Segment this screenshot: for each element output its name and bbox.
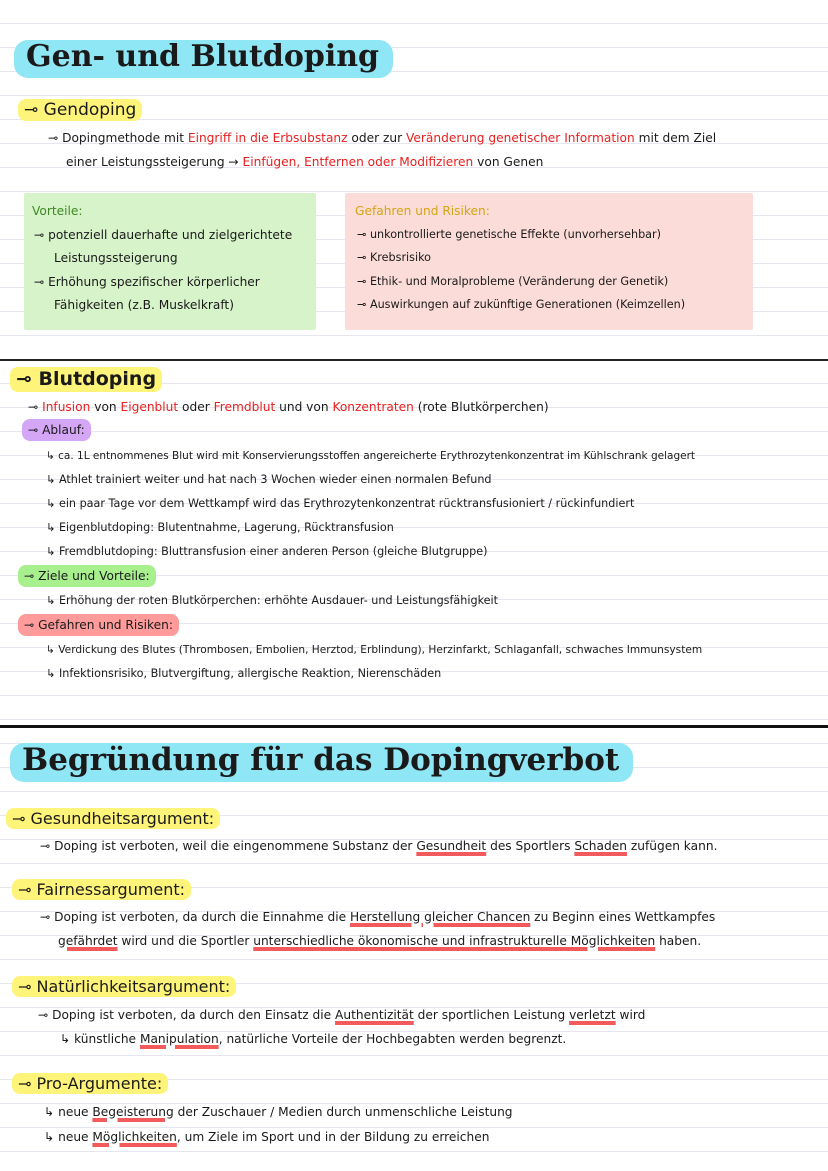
text: Dopingmethode mit: [62, 131, 188, 145]
heading-text: Ziele und Vorteile:: [38, 569, 150, 583]
text: der sportlichen Leistung: [413, 1008, 570, 1022]
arrow-icon: ⊸: [357, 275, 370, 288]
heading-gesundheit: [6, 808, 220, 829]
divider: [0, 359, 828, 361]
arrow-icon: ⊸: [18, 977, 37, 996]
heading-text: Gefahren und Risiken:: [38, 618, 173, 632]
section-title-dopingverbot: [10, 743, 633, 782]
text: von: [90, 400, 121, 414]
text: Auswirkungen auf zukünftige Generationen (Keimzellen): [369, 298, 686, 311]
text: von Genen: [473, 155, 544, 169]
text: mit dem Ziel: [634, 131, 717, 145]
arrow-icon: ⊸: [38, 1008, 53, 1022]
arrow-icon: ⊸: [24, 100, 44, 120]
arrow-icon: ↳: [46, 450, 59, 462]
gendoping-line-1: [48, 126, 716, 150]
natur-line-1: [38, 1003, 645, 1027]
text-underlined: Gesundheit: [416, 839, 487, 853]
heading-text: Ablauf:: [42, 423, 85, 437]
arrow-icon: ⊸: [357, 228, 370, 241]
text-red: Veränderung genetischer Information: [406, 131, 635, 145]
gefahren-item: [357, 223, 661, 247]
gefahren-item: [357, 293, 685, 317]
arrow-icon: ⊸: [12, 809, 31, 828]
text-underlined: Schaden: [574, 839, 627, 853]
text: (rote Blutkörperchen): [413, 400, 549, 414]
arrow-icon: ↳: [44, 1105, 59, 1119]
text: Leistungssteigerung: [54, 251, 178, 265]
text-red: Eigenblut: [120, 400, 179, 414]
pro-line-1: [44, 1100, 513, 1124]
text-underlined: Manipulation: [139, 1032, 219, 1046]
heading-pro: [12, 1073, 168, 1094]
text-red: Konzentraten: [332, 400, 414, 414]
vorteile-item: [34, 270, 260, 294]
text-underlined: unterschiedliche ökonomische und infrastrukturelle Möglichkeiten: [253, 934, 656, 948]
text: und von: [275, 400, 333, 414]
vorteile-title: Vorteile:: [32, 204, 83, 218]
text: künstliche: [74, 1032, 140, 1046]
heading-fairness: [12, 879, 191, 900]
ablauf-heading: [22, 419, 91, 441]
text: einer Leistungssteigerung →: [66, 155, 243, 169]
gesundheit-line: [40, 834, 717, 858]
ablauf-item: [46, 516, 394, 540]
arrow-icon: ↳: [44, 1130, 59, 1144]
arrow-icon: ⊸: [34, 275, 49, 289]
gefahren-item: [357, 246, 431, 270]
arrow-icon: ⊸: [34, 228, 49, 242]
text: neue: [58, 1105, 93, 1119]
text: Verdickung des Blutes (Thrombosen, Embolien, Herztod, Erblindung), Herzinfarkt, Schlaganfall, schwaches Immunsystem: [58, 644, 703, 656]
text: zufügen kann.: [626, 839, 718, 853]
arrow-icon: ⊸: [24, 618, 39, 632]
gefahren-item: [46, 662, 441, 686]
arrow-icon: ⊸: [48, 131, 63, 145]
section-heading-blutdoping: [10, 367, 162, 392]
pro-line-2: [44, 1125, 489, 1149]
heading-text: Fairnessargument:: [36, 880, 186, 899]
gefahren-box: [345, 193, 753, 330]
blutdoping-intro: [28, 395, 549, 419]
arrow-icon: ⊸: [40, 839, 55, 853]
text: Doping ist verboten, da durch den Einsatz die: [52, 1008, 336, 1022]
arrow-icon: ↳: [46, 521, 59, 534]
text: Doping ist verboten, da durch die Einnahme die: [54, 910, 350, 924]
text: Fremdblutdoping: Bluttransfusion einer anderen Person (gleiche Blutgruppe): [58, 545, 488, 558]
ziele-heading: [18, 565, 156, 587]
arrow-icon: ⊸: [357, 251, 370, 264]
ablauf-item: [46, 492, 634, 516]
arrow-icon: ↳: [46, 497, 59, 510]
arrow-icon: ⊸: [24, 569, 39, 583]
page-title-text: Gen- und Blutdoping: [26, 39, 380, 74]
text-underlined: gefährdet: [58, 934, 118, 948]
text: Fähigkeiten (z.B. Muskelkraft): [54, 298, 234, 312]
text: oder: [178, 400, 214, 414]
text: Athlet trainiert weiter und hat nach 3 Wochen wieder einen normalen Befund: [58, 473, 492, 486]
fairness-line-2: [58, 929, 701, 953]
text-red: Fremdblut: [213, 400, 276, 414]
text: wird und die Sportler: [117, 934, 254, 948]
text: ca. 1L entnommenes Blut wird mit Konservierungsstoffen angereicherte Erythrozytenkonzentrat im Kühlschrank gelagert: [58, 450, 696, 462]
text: Doping ist verboten, weil die eingenommene Substanz der: [54, 839, 417, 853]
text-red: Einfügen, Entfernen oder Modifizieren: [242, 155, 474, 169]
text: unkontrollierte genetische Effekte (unvorhersehbar): [369, 228, 661, 241]
gendoping-line-2: [66, 150, 543, 174]
text: Erhöhung der roten Blutkörperchen: erhöhte Ausdauer- und Leistungsfähigkeit: [58, 594, 499, 607]
heading-text: Blutdoping: [38, 368, 157, 390]
text: Erhöhung spezifischer körperlicher: [48, 275, 260, 289]
text: des Sportlers: [486, 839, 575, 853]
text: wird: [615, 1008, 646, 1022]
gefahren-item: [357, 270, 668, 294]
vorteile-item: [54, 293, 234, 317]
text: oder zur: [347, 131, 407, 145]
heading-text: Pro-Argumente:: [36, 1074, 163, 1093]
arrow-icon: ↳: [60, 1032, 75, 1046]
arrow-icon: ⊸: [28, 400, 43, 414]
arrow-icon: ↳: [46, 473, 59, 486]
arrow-icon: ↳: [46, 545, 59, 558]
text: zu Beginn eines Wettkampfes: [530, 910, 716, 924]
text-underlined: verletzt: [569, 1008, 616, 1022]
gefahren-title: Gefahren und Risiken:: [355, 204, 490, 218]
gefahren-heading: [18, 614, 179, 636]
ablauf-item: [46, 540, 487, 564]
text: Eigenblutdoping: Blutentnahme, Lagerung, Rücktransfusion: [58, 521, 394, 534]
arrow-icon: ↳: [46, 644, 59, 656]
text: ein paar Tage vor dem Wettkampf wird das Erythrozytenkonzentrat rücktransfusioniert / rückinfundiert: [58, 497, 635, 510]
text-underlined: Möglichkeiten: [92, 1130, 177, 1144]
arrow-icon: ⊸: [16, 368, 39, 390]
text: Ethik- und Moralprobleme (Veränderung der Genetik): [369, 275, 669, 288]
text: potenziell dauerhafte und zielgerichtete: [48, 228, 293, 242]
text-underlined: Herstellung gleicher Chancen: [350, 910, 531, 924]
text-red: Infusion: [42, 400, 91, 414]
ablauf-item: [46, 468, 492, 492]
text: Infektionsrisiko, Blutvergiftung, allergische Reaktion, Nierenschäden: [58, 667, 442, 680]
text: der Zuschauer / Medien durch unmenschliche Leistung: [173, 1105, 513, 1119]
arrow-icon: ⊸: [40, 910, 55, 924]
arrow-icon: ⊸: [357, 298, 370, 311]
text-underlined: Authentizität: [335, 1008, 414, 1022]
section-heading-gendoping: [18, 99, 142, 121]
vorteile-item: [34, 223, 292, 247]
arrow-icon: ⊸: [18, 1074, 37, 1093]
ablauf-item: [46, 444, 695, 468]
gefahren-item: [46, 638, 702, 662]
text: , natürliche Vorteile der Hochbegabten werden begrenzt.: [218, 1032, 567, 1046]
vorteile-item: [54, 246, 178, 270]
fairness-line-1: [40, 905, 715, 929]
vorteile-box: [24, 193, 316, 330]
title-text: Begründung für das Dopingverbot: [22, 742, 620, 778]
text-red: Eingriff in die Erbsubstanz: [187, 131, 348, 145]
divider: [0, 725, 828, 728]
text: neue: [58, 1130, 93, 1144]
text: haben.: [655, 934, 702, 948]
text-underlined: Begeisterung: [92, 1105, 174, 1119]
text: , um Ziele im Sport und in der Bildung zu erreichen: [176, 1130, 490, 1144]
heading-text: Gesundheitsargument:: [30, 809, 215, 828]
heading-text: Gendoping: [43, 100, 137, 120]
arrow-icon: ⊸: [28, 423, 43, 437]
arrow-icon: ↳: [46, 667, 59, 680]
page-title: [14, 40, 393, 78]
text: Krebsrisiko: [369, 251, 432, 264]
ziele-item: [46, 589, 498, 613]
heading-natuerlichkeit: [12, 976, 236, 997]
arrow-icon: ↳: [46, 594, 59, 607]
heading-text: Natürlichkeitsargument:: [36, 977, 231, 996]
arrow-icon: ⊸: [18, 880, 37, 899]
natur-line-2: [60, 1027, 566, 1051]
